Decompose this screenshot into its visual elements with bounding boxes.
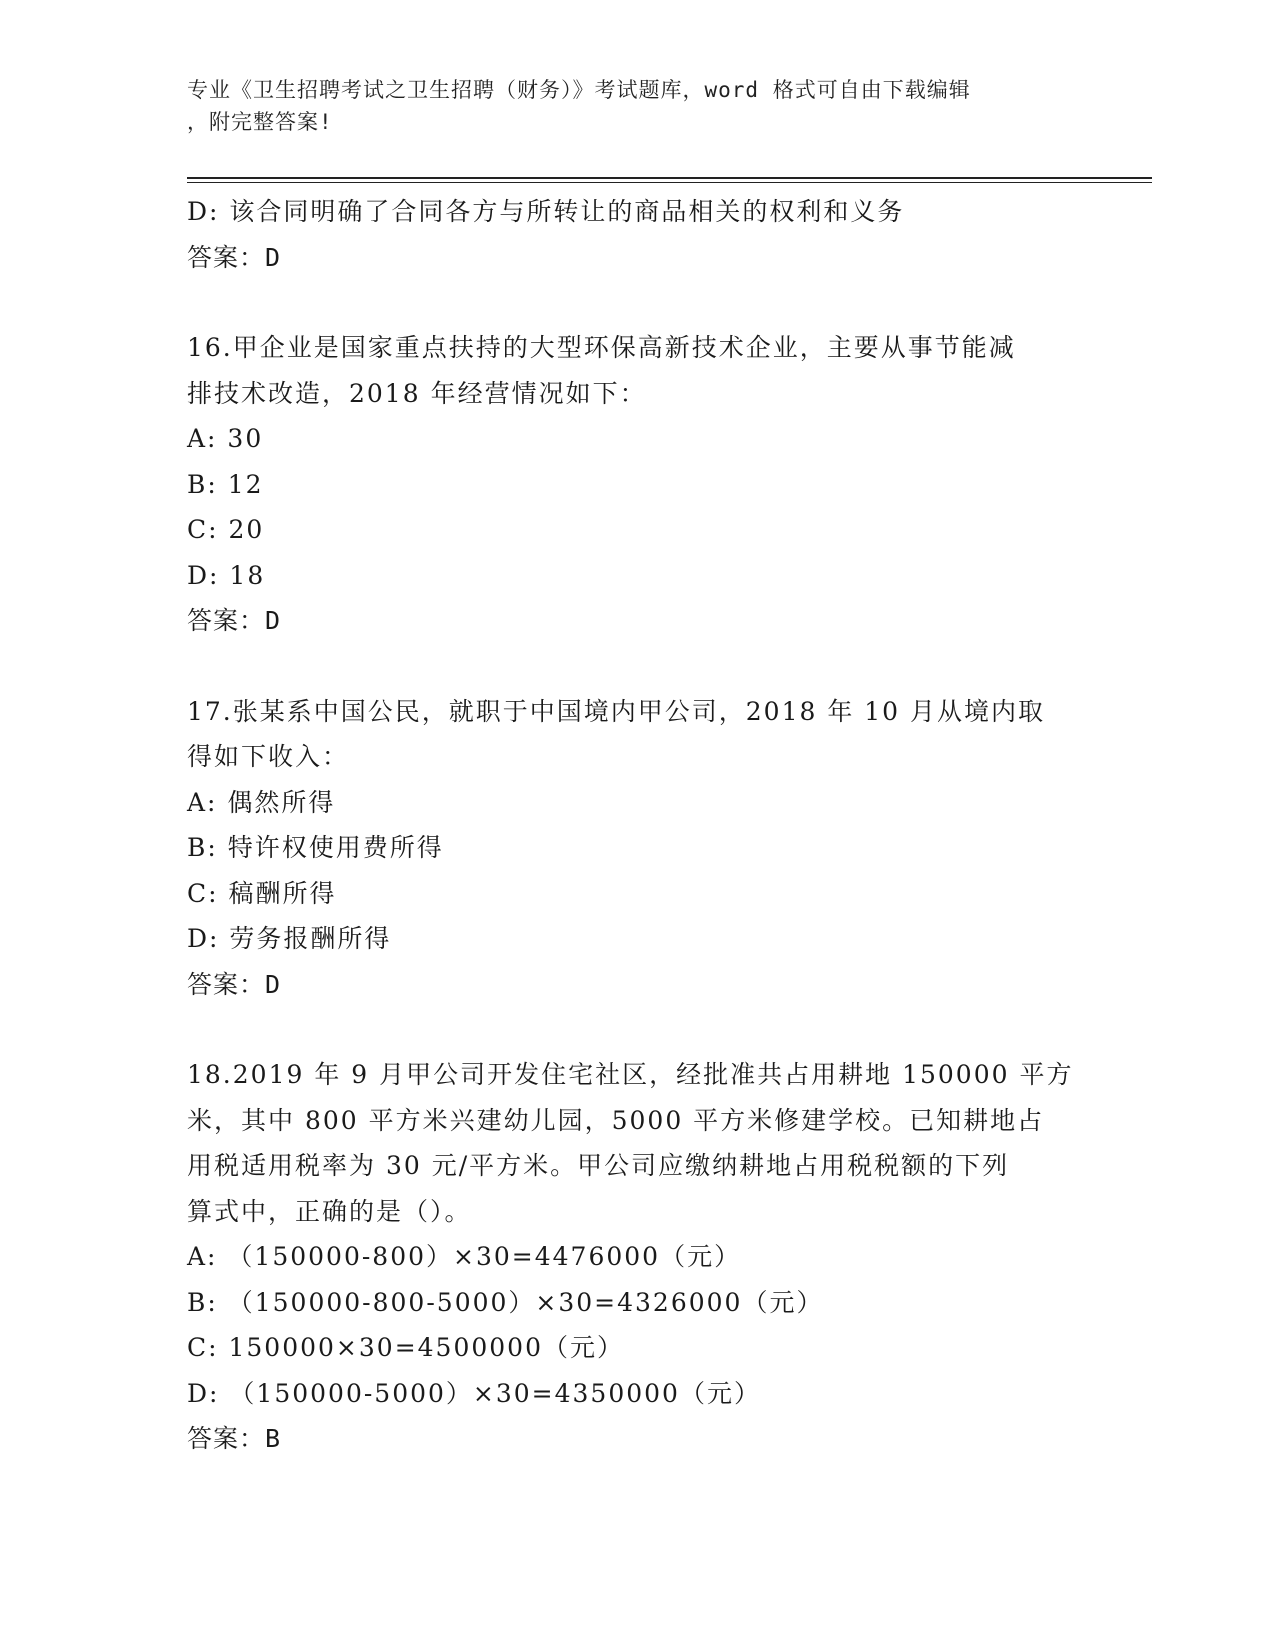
question-content (187, 189, 1087, 1462)
question-stem-line: 排技术改造，2018 年经营情况如下： (187, 378, 647, 408)
prev-answer: 答案：D (187, 242, 282, 272)
answer: 答案：D (187, 969, 282, 999)
spacer (187, 280, 1087, 325)
question-stem-line: 得如下收入： (187, 742, 350, 771)
spacer (187, 644, 1087, 689)
question-stem-line: 17.张某系中国公民，就职于中国境内甲公司，2018 年 10 月从境内取 (187, 696, 1046, 726)
option-b: B: （150000-800-5000）×30=4326000（元） (187, 1287, 824, 1317)
option-b: B: 12 (187, 469, 264, 499)
question-stem-line: 算式中，正确的是（）。 (187, 1196, 472, 1226)
question-stem-line: 16.甲企业是国家重点扶持的大型环保高新技术企业，主要从事节能减 (187, 333, 1016, 362)
option-c: C: 150000×30=4500000（元） (187, 1333, 624, 1362)
question-17 (187, 689, 1087, 1008)
question-stem-line: 用税适用税率为 30 元/平方米。甲公司应缴纳耕地占用税税额的下列 (187, 1151, 1010, 1180)
option-a: A: 30 (187, 424, 264, 453)
option-a: A: （150000-800）×30=4476000（元） (187, 1242, 742, 1271)
option-c: C: 20 (187, 515, 265, 544)
header-divider-thin (187, 182, 1152, 183)
question-stem-line: 18.2019 年 9 月甲公司开发住宅社区，经批准共占用耕地 150000 平方 (187, 1060, 1074, 1089)
question-16 (187, 325, 1087, 644)
option-d: D: （150000-5000）×30=4350000（元） (187, 1378, 761, 1408)
option-a: A: 偶然所得 (187, 787, 336, 817)
answer: 答案：B (187, 1424, 282, 1453)
spacer (187, 1007, 1087, 1052)
option-d: D: 18 (187, 560, 266, 590)
option-c: C: 稿酬所得 (187, 878, 337, 908)
question-18 (187, 1052, 1087, 1462)
page-header (187, 74, 1067, 138)
header-divider-thick (187, 177, 1152, 179)
option-d: D: 劳务报酬所得 (187, 924, 392, 953)
answer: 答案：D (187, 606, 282, 635)
header-line-1: 专业《卫生招聘考试之卫生招聘（财务）》考试题库，word 格式可自由下载编辑 (187, 78, 971, 102)
question-stem-line: 米，其中 800 平方米兴建幼儿园，5000 平方米修建学校。已知耕地占 (187, 1105, 1045, 1135)
prev-option-d: D: 该合同明确了合同各方与所转让的商品相关的权利和义务 (187, 197, 905, 226)
option-b: B: 特许权使用费所得 (187, 833, 444, 862)
header-line-2: ，附完整答案! (187, 110, 333, 134)
